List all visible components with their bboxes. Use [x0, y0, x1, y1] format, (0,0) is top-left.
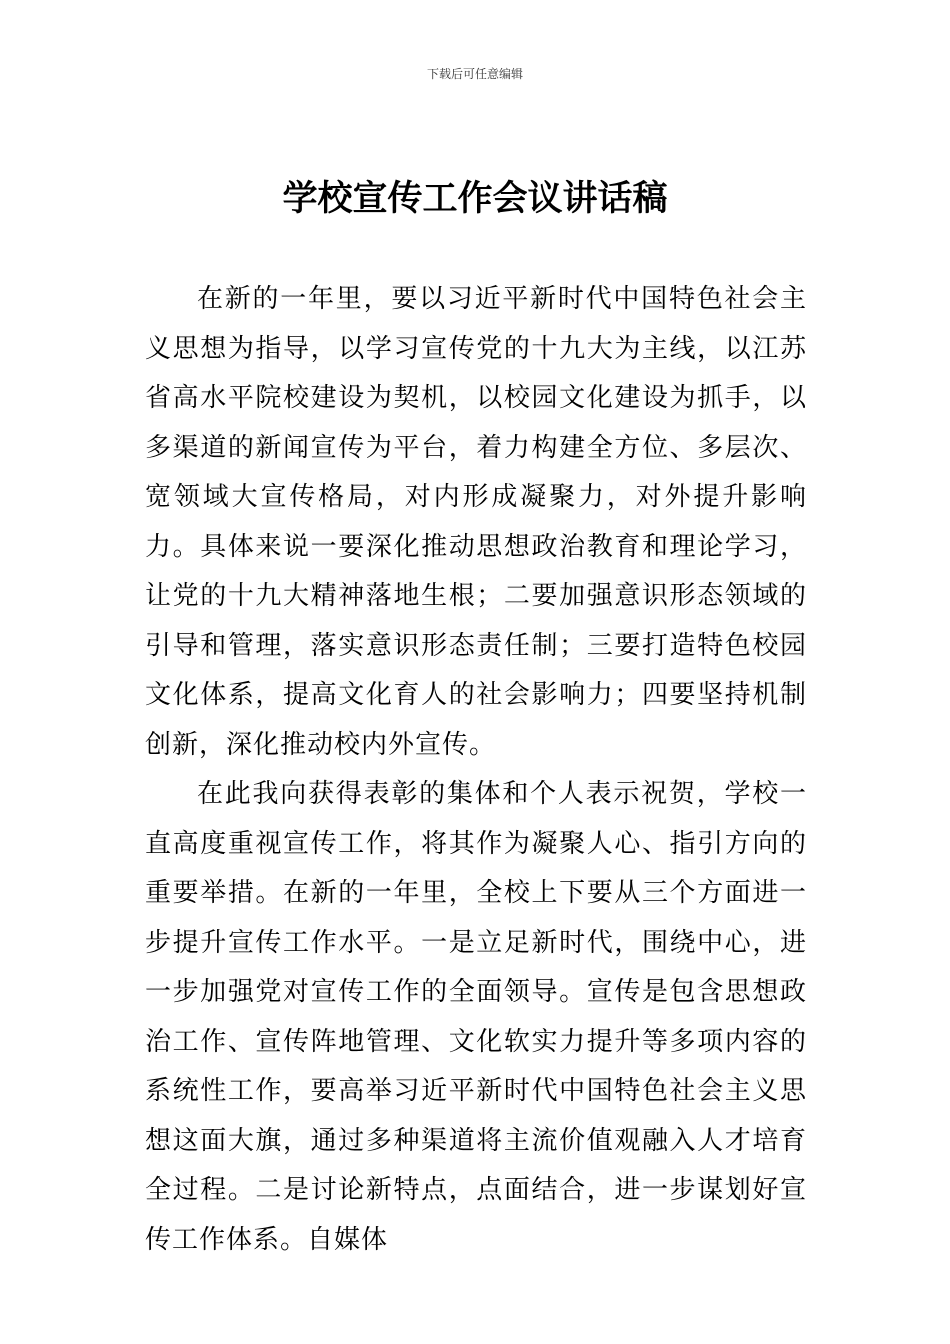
header-note: 下载后可任意编辑	[426, 67, 523, 81]
paragraph-2: 在此我向获得表彰的集体和个人表示祝贺，学校一直高度重视宣传工作，将其作为凝聚人心、指引方向的重要举措。在新的一年里，全校上下要从三个方面进一步提升宣传工作水平。一是立足新时代，围绕中心，进一步加强党对宣传工作的全面领导。宣传是包含思想政治工作、宣传阵地管理、文化软实力提升等多项内容的系统性工作，要高举习近平新时代中国特色社会主义思想这面大旗，通过多种渠道将主流价值观融入人才培育全过程。二是讨论新特点，点面结合，进一步谋划好宣传工作体系。自媒体	[145, 779, 807, 1255]
paragraph-1: 在新的一年里，要以习近平新时代中国特色社会主义思想为指导，以学习宣传党的十九大为主线，以江苏省高水平院校建设为契机，以校园文化建设为抓手，以多渠道的新闻宣传为平台，着力构建全方位、多层次、宽领域大宣传格局，对内形成凝聚力，对外提升影响力。具体来说一要深化推动思想政治教育和理论学习，让党的十九大精神落地生根；二要加强意识形态领域的引导和管理，落实意识形态责任制；三要打造特色校园文化体系，提高文化育人的社会影响力；四要坚持机制创新，深化推动校内外宣传。	[145, 284, 807, 760]
document-title: 学校宣传工作会议讲话稿	[282, 179, 668, 219]
document-body	[145, 275, 807, 1265]
